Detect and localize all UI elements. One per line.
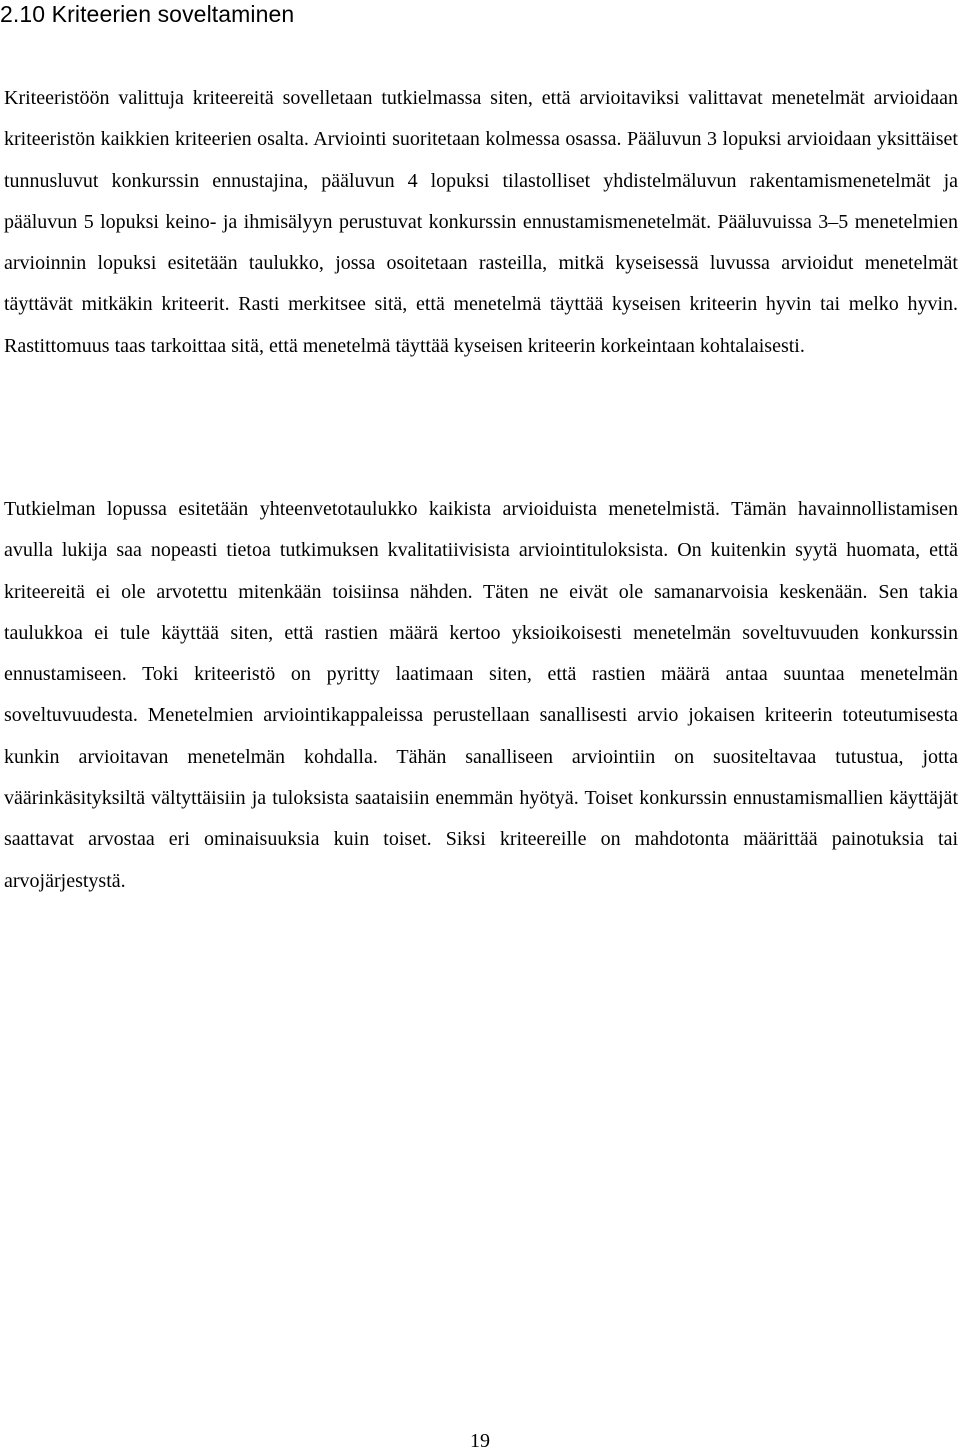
page-number: 19 [470, 1430, 490, 1452]
section-heading: 2.10 Kriteerien soveltaminen [0, 1, 295, 27]
body-paragraph-1: Kriteeristöön valittuja kriteereitä sovelletaan tutkielmassa siten, että arvioitaviksi valittavat menetelmät arvioidaan kriteeristön kaikkien kriteerien osalta. Arviointi suoritetaan kolmessa osassa. Pääluvun 3 lopuksi arvioidaan yksittäiset tunnusluvut konkurssin ennustajina, pääluvun 4 lopuksi tilastolliset yhdistelmäluvun rakentamismenetelmät ja pääluvun 5 lopuksi keino- ja ihmisälyyn perustuvat konkurssin ennustamismenetelmät. Pääluvuissa 3–5 menetelmien arvioinnin lopuksi esitetään taulukko, jossa osoitetaan rasteilla, mitkä kyseisessä luvussa arvioidut menetelmät täyttävät mitkäkin kriteerit. Rasti merkitsee sitä, että menetelmä täyttää kyseisen kriteerin hyvin tai melko hyvin. Rastittomuus taas tarkoittaa sitä, että menetelmä täyttää kyseisen kriteerin korkeintaan kohtalaisesti. [4, 87, 958, 357]
body-paragraph-2: Tutkielman lopussa esitetään yhteenvetotaulukko kaikista arvioiduista menetelmistä. Tämän havainnollistamisen avulla lukija saa nopeasti tietoa tutkimuksen kvalitatiivisista arviointituloksista. On kuitenkin syytä huomata, että kriteereitä ei ole arvotettu mitenkään toisiinsa nähden. Täten ne eivät ole samanarvoisia keskenään. Sen takia taulukkoa ei tule käyttää siten, että rastien määrä kertoo yksioikoisesti menetelmän soveltuvuuden konkurssin ennustamiseen. Toki kriteeristö on pyritty laatimaan siten, että rastien määrä antaa suuntaa menetelmän soveltuvuudesta. Menetelmien arviointikappaleissa perustellaan sanallisesti arvio jokaisen kriteerin toteutumisesta kunkin arvioitavan menetelmän kohdalla. Tähän sanalliseen arviointiin on suositeltavaa tutustua, jotta väärinkäsityksiltä vältyttäisiin ja tuloksista saataisiin enemmän hyötyä. Toiset konkurssin ennustamismallien käyttäjät saattavat arvostaa eri ominaisuuksia kuin toiset. Siksi kriteereille on mahdotonta määrittää painotuksia tai arvojärjestystä. [4, 498, 958, 892]
